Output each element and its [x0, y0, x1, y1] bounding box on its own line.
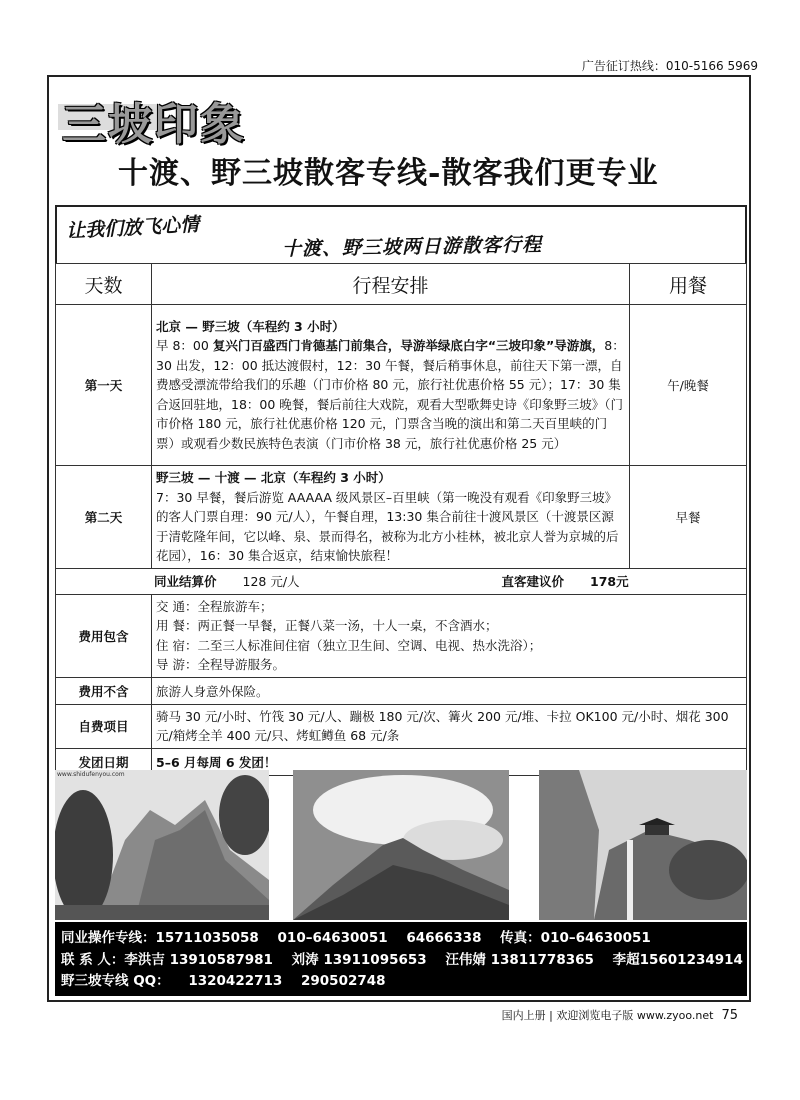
price-row [56, 568, 747, 594]
excludes-text: 旅游人身意外保险。 [152, 677, 747, 704]
price-cell [56, 568, 747, 594]
includes-label: 费用包含 [56, 594, 152, 677]
includes-line: 导 游：全程导游服务。 [156, 657, 285, 672]
fax: 传真：010–64630051 [500, 930, 651, 946]
qq-number: 290502748 [301, 973, 386, 989]
logo: 三坡印象 [62, 99, 246, 150]
optional-row [56, 704, 747, 748]
contact-person: 联 系 人：李洪吉 13910587981 [61, 951, 273, 968]
photo-strip [55, 770, 747, 920]
day-text-bold: 复兴门百盛西门肯德基门前集合，导游举绿底白字“三坡印象”导游旗， [212, 338, 605, 354]
retail-price-value: 178元 [590, 574, 629, 589]
day-meal: 午/晚餐 [630, 305, 747, 466]
page-title: 十渡、野三坡散客专线-散客我们更专业 [118, 156, 659, 191]
photo-cliff-pavilion [539, 770, 747, 920]
contact-person: 刘涛 13911095653 [291, 951, 427, 968]
itinerary-subtitle: 十渡、野三坡两日游散客行程 [281, 233, 543, 261]
ad-hotline: 广告征订热线：010-5166 5969 [581, 59, 758, 73]
header-schedule: 行程安排 [152, 264, 630, 305]
day-meal: 早餐 [630, 466, 747, 569]
includes-line: 住 宿：二至三人标准间住宿（独立卫生间、空调、电视、热水洗浴）； [156, 637, 542, 653]
optional-text: 骑马 30 元/小时、竹筏 30 元/人、蹦极 180 元/次、篝火 200 元/堆、卡拉 OK100 元/小时、烟花 300 元/箱烤全羊 400 元/只、烤虹鳟鱼 68 元/条 [152, 704, 747, 748]
qq-number: 1320422713 [188, 973, 283, 989]
includes-line: 交 通：全程旅游车； [156, 598, 273, 614]
day-description [152, 305, 630, 466]
qq-label: 野三坡专线 QQ： [61, 973, 170, 989]
excludes-label: 费用不含 [56, 677, 152, 704]
table-header-row [56, 264, 747, 305]
photo-watermark: www.shidufenyou.com [57, 771, 125, 778]
contact-person: 李超15601234914 [612, 951, 743, 968]
contact-line [61, 971, 741, 993]
day-row [56, 466, 747, 569]
day-description [152, 466, 630, 569]
day-text-pre: 早 8：00 [156, 338, 213, 354]
header-meals: 用餐 [630, 264, 747, 305]
day-route: 野三坡 — 十渡 — 北京（车程约 3 小时） [156, 470, 391, 485]
page-footer [502, 1007, 738, 1023]
contact-line [61, 928, 741, 950]
day-route: 北京 — 野三坡（车程约 3 小时） [156, 318, 345, 334]
day-text-post: 7：30 早餐，餐后游览 AAAAA 级风景区–百里峡（第一晚没有观看《印象野三坡》的客人门票自理：90 元/人），午餐自理，13:30 集合前往十渡风景区（十渡景区源于清乾隆年间，它以峰、泉、景而得名，被称为北方小桂林，被北京人誉为京城的后花园），16：30 集合返京，结束愉快旅程！ [156, 489, 619, 563]
trade-phone-2: 010–64630051 [277, 930, 388, 946]
departure-text: 5–6 月每周 6 发团！ [152, 748, 747, 775]
footer-text: 国内上册 | 欢迎浏览电子版 www.zyoo.net [501, 1009, 714, 1022]
day-label: 第二天 [56, 466, 152, 569]
header-days: 天数 [56, 264, 152, 305]
photo-mountain-forest [55, 770, 269, 920]
contact-bar [55, 922, 747, 996]
includes-line: 用 餐：两正餐一早餐，正餐八菜一汤，十人一桌，不含酒水； [156, 618, 498, 633]
departure-label: 发团日期 [56, 748, 152, 775]
excludes-row [56, 677, 747, 704]
includes-row [56, 594, 747, 677]
trade-hotline: 同业操作专线：15711035058 [61, 930, 259, 946]
day-label: 第一天 [56, 305, 152, 466]
trade-price-label: 同业结算价 [154, 574, 217, 589]
includes-content [152, 594, 747, 677]
itinerary-table [55, 263, 747, 776]
page-number: 75 [721, 1008, 738, 1023]
contact-person: 汪伟婧 13811778365 [445, 951, 594, 968]
retail-price-label: 直客建议价 [501, 574, 565, 589]
day-row [56, 305, 747, 466]
day-text-post: 8：30 出发，12：00 抵达渡假村，12：30 午餐，餐后稍事休息，前往天下第一漂，自费感受漂流带给我们的乐趣（门市价格 80 元，旅行社优惠价格 55 元）；17：30 集合返回驻地，18：00 晚餐，餐后前往大戏院，观看大型歌舞史诗《印象野三坡》（门市价格 180 元，旅行社优惠价格 120 元，门票含当晚的演出和第二天百里峡的门票）或观看少数民族特色表演（门市价格 38 元，旅行社优惠价格 25 元） [156, 338, 625, 451]
trade-price-value: 128 元/人 [242, 574, 300, 589]
optional-label: 自费项目 [56, 704, 152, 748]
slogan-left: 让我们放飞心情 [65, 213, 200, 243]
contact-line [61, 950, 741, 972]
photo-peak-clouds [293, 770, 509, 920]
trade-phone-3: 64666338 [406, 930, 482, 946]
